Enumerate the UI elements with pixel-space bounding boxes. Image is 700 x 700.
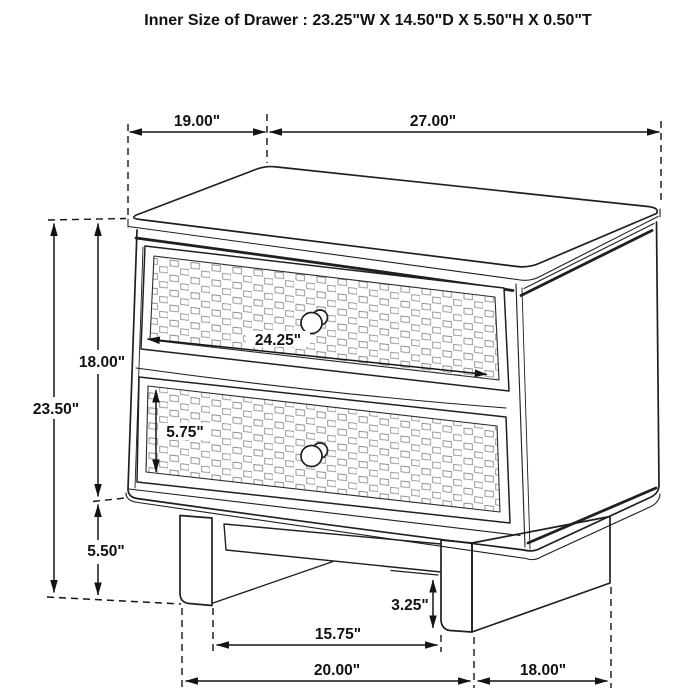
dim-overall-height-label: 23.50" [32,401,80,418]
drawer-2 [137,377,510,523]
left-foot [180,516,212,606]
right-foot [441,517,610,633]
dim-top-width-label: 27.00" [409,113,457,130]
dim-base-height-label: 5.50" [87,543,125,560]
nightstand-drawing [126,167,660,632]
dim-base-height [87,505,125,596]
dim-feet-inner-span-label: 15.75" [314,626,362,643]
dim-top-width [270,113,660,132]
dim-drawer-height-label: 5.75" [166,424,204,441]
dim-foot-height-label: 3.25" [391,597,429,614]
dim-top-depth-label: 19.00" [173,113,221,130]
dim-case-height [79,224,125,497]
dim-feet-outer-span [186,662,471,681]
dim-case-height-label: 18.00" [78,354,126,371]
diagonal-brace [213,562,333,604]
back-stretcher [224,524,441,572]
dim-foot-height [391,580,433,628]
dim-foot-depth [478,662,608,681]
drawer-1 [141,246,509,391]
dim-feet-inner-span [217,626,438,645]
dim-top-depth [130,113,266,132]
dim-overall-height [33,224,79,593]
dim-drawer-width-label: 24.25" [254,332,302,349]
dim-foot-depth-label: 18.00" [519,662,567,679]
dim-feet-outer-span-label: 20.00" [313,662,361,679]
page-title: Inner Size of Drawer : 23.25"W X 14.50"D X 5.50"H X 0.50"T [144,12,592,29]
